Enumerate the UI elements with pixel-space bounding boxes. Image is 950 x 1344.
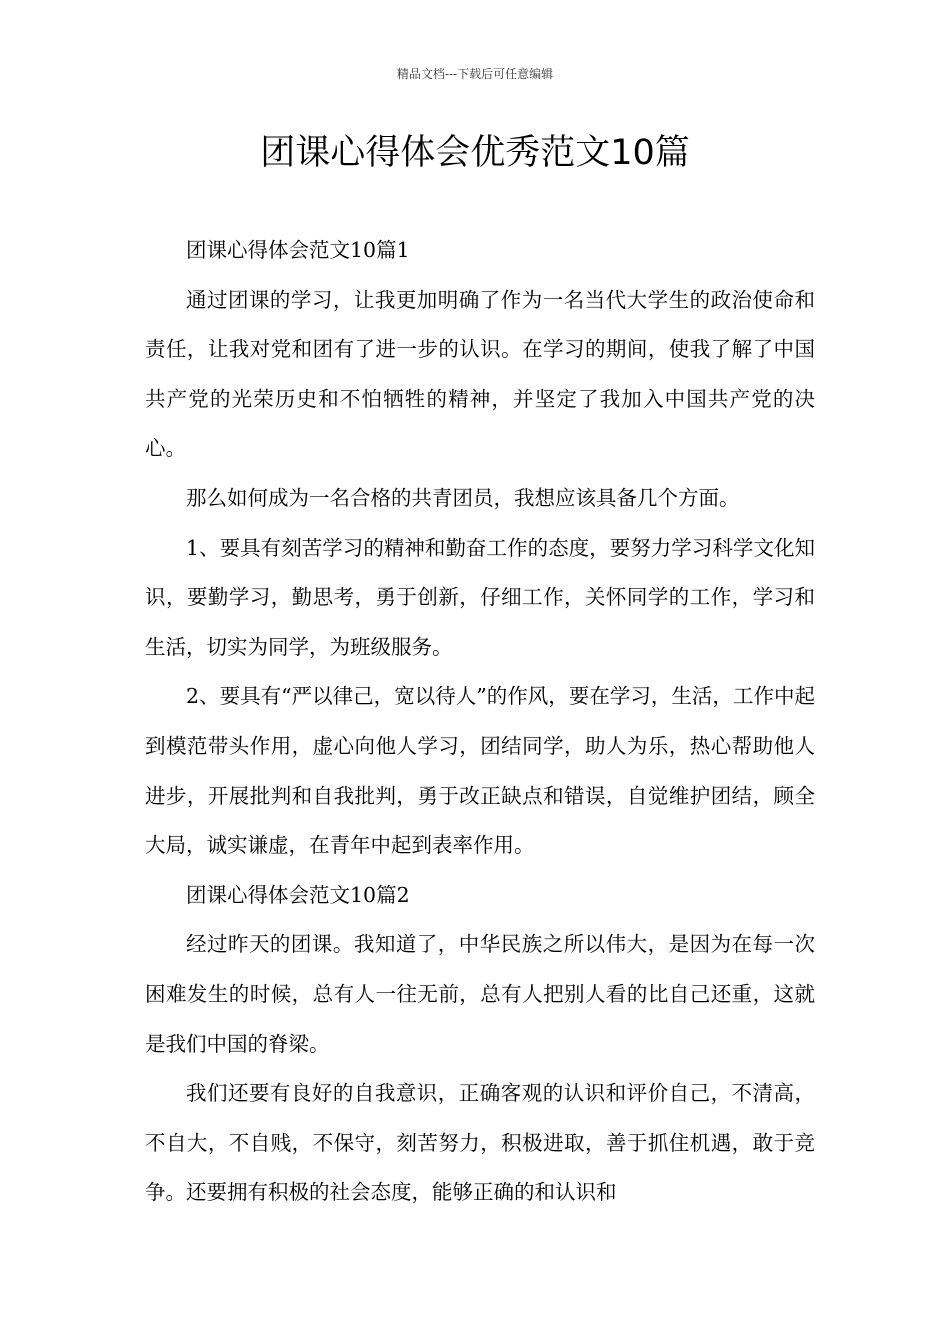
paragraph: 2、要具有“严以律己，宽以待人”的作风，要在学习，生活，工作中起到模范带头作用，虚心向他人学习，团结同学，助人为乐，热心帮助他人进步，开展批判和自我批判，勇于改正缺点和错误，自觉维护团结，顾全大局，诚实谦虚，在青年中起到表率作用。 xyxy=(145,684,815,858)
paragraph: 我们还要有良好的自我意识，正确客观的认识和评价自己，不清高，不自大，不自贱，不保守，刻苦努力，积极进取，善于抓住机遇，敢于竞争。还要拥有积极的社会态度，能够正确的和认识和 xyxy=(145,1081,815,1205)
paragraph: 经过昨天的团课。我知道了，中华民族之所以伟大，是因为在每一次困难发生的时候，总有人一往无前，总有人把别人看的比自己还重，这就是我们中国的脊梁。 xyxy=(145,932,815,1056)
paragraph: 1、要具有刻苦学习的精神和勤奋工作的态度，要努力学习科学文化知识，要勤学习，勤思考，勇于创新，仔细工作，关怀同学的工作，学习和生活，切实为同学，为班级服务。 xyxy=(145,535,815,659)
document-body xyxy=(145,226,815,1218)
paragraph: 那么如何成为一名合格的共青团员，我想应该具备几个方面。 xyxy=(186,485,740,510)
paragraph: 通过团课的学习，让我更加明确了作为一名当代大学生的政治使命和责任，让我对党和团有了进一步的认识。在学习的期间，使我了解了中国共产党的光荣历史和不怕牺牲的精神，并坚定了我加入中国共产党的决心。 xyxy=(145,287,815,461)
section-heading-1: 团课心得体会范文10篇1 xyxy=(186,238,410,262)
page-header: 精品文档---下载后可任意编辑 xyxy=(396,67,554,81)
document-title: 团课心得体会优秀范文10篇 xyxy=(260,133,690,173)
section-heading-2: 团课心得体会范文10篇2 xyxy=(186,882,410,907)
